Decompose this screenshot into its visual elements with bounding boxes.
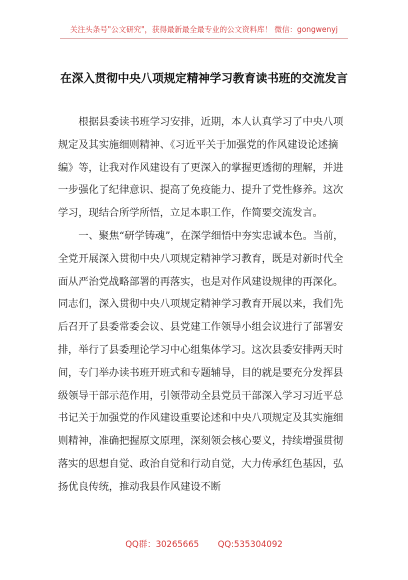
document-title: 在深入贯彻中央八项规定精神学习教育读书班的交流发言 [60, 71, 348, 85]
footer-qq: QQ:535304092 [217, 540, 283, 550]
header-divider [60, 38, 348, 39]
document-body [58, 112, 350, 500]
body-paragraph: 一、聚焦“研学铸魂”，在深学细悟中夯实忠诚本色。当前，全党开展深入贯彻中央八项规定精神学习教育，既是对新时代全面从严治党战略部署的再落实，也是对作风建设规律的再深化。同志们，深入贯彻中央八项规定精神学习教育开展以来，我们先后召开了县委常委会议、县党建工作领导小组会议进行了部署安排，举行了县委理论学习中心组集体学习。这次县委安排两天时间，专门举办读书班开班式和专题辅导，目的就是要充分发挥县级领导干部示范作用，引领带动全县党员干部深入学习习近平总书记关于加强党的作风建设重要论述和中央八项规定及其实施细则精神，准确把握原文原理，深刻领会核心要义，持续增强贯彻落实的思想自觉、政治自觉和行动自觉，大力传承红色基因，弘扬优良传统，推动我县作风建设不断 [58, 230, 344, 493]
header-note: 关注头条号"公文研究"，获得最新最全最专业的公文资料库！ 微信：gongwenyj [70, 25, 338, 34]
body-paragraph: 根据县委读书班学习安排，近期，本人认真学习了中央八项规定及其实施细则精神、《习近平关于加强党的作风建设论述摘编》等，让我对作风建设有了更深入的掌握更透彻的理解，并进一步强化了纪律意识、提高了免疫能力、提升了党性修养。这次学习，现结合所学所悟，立足本职工作，作简要交流发言。 [58, 117, 344, 220]
footer-contact [0, 538, 408, 550]
footer-qq-group: QQ群：30265665 [125, 540, 200, 550]
